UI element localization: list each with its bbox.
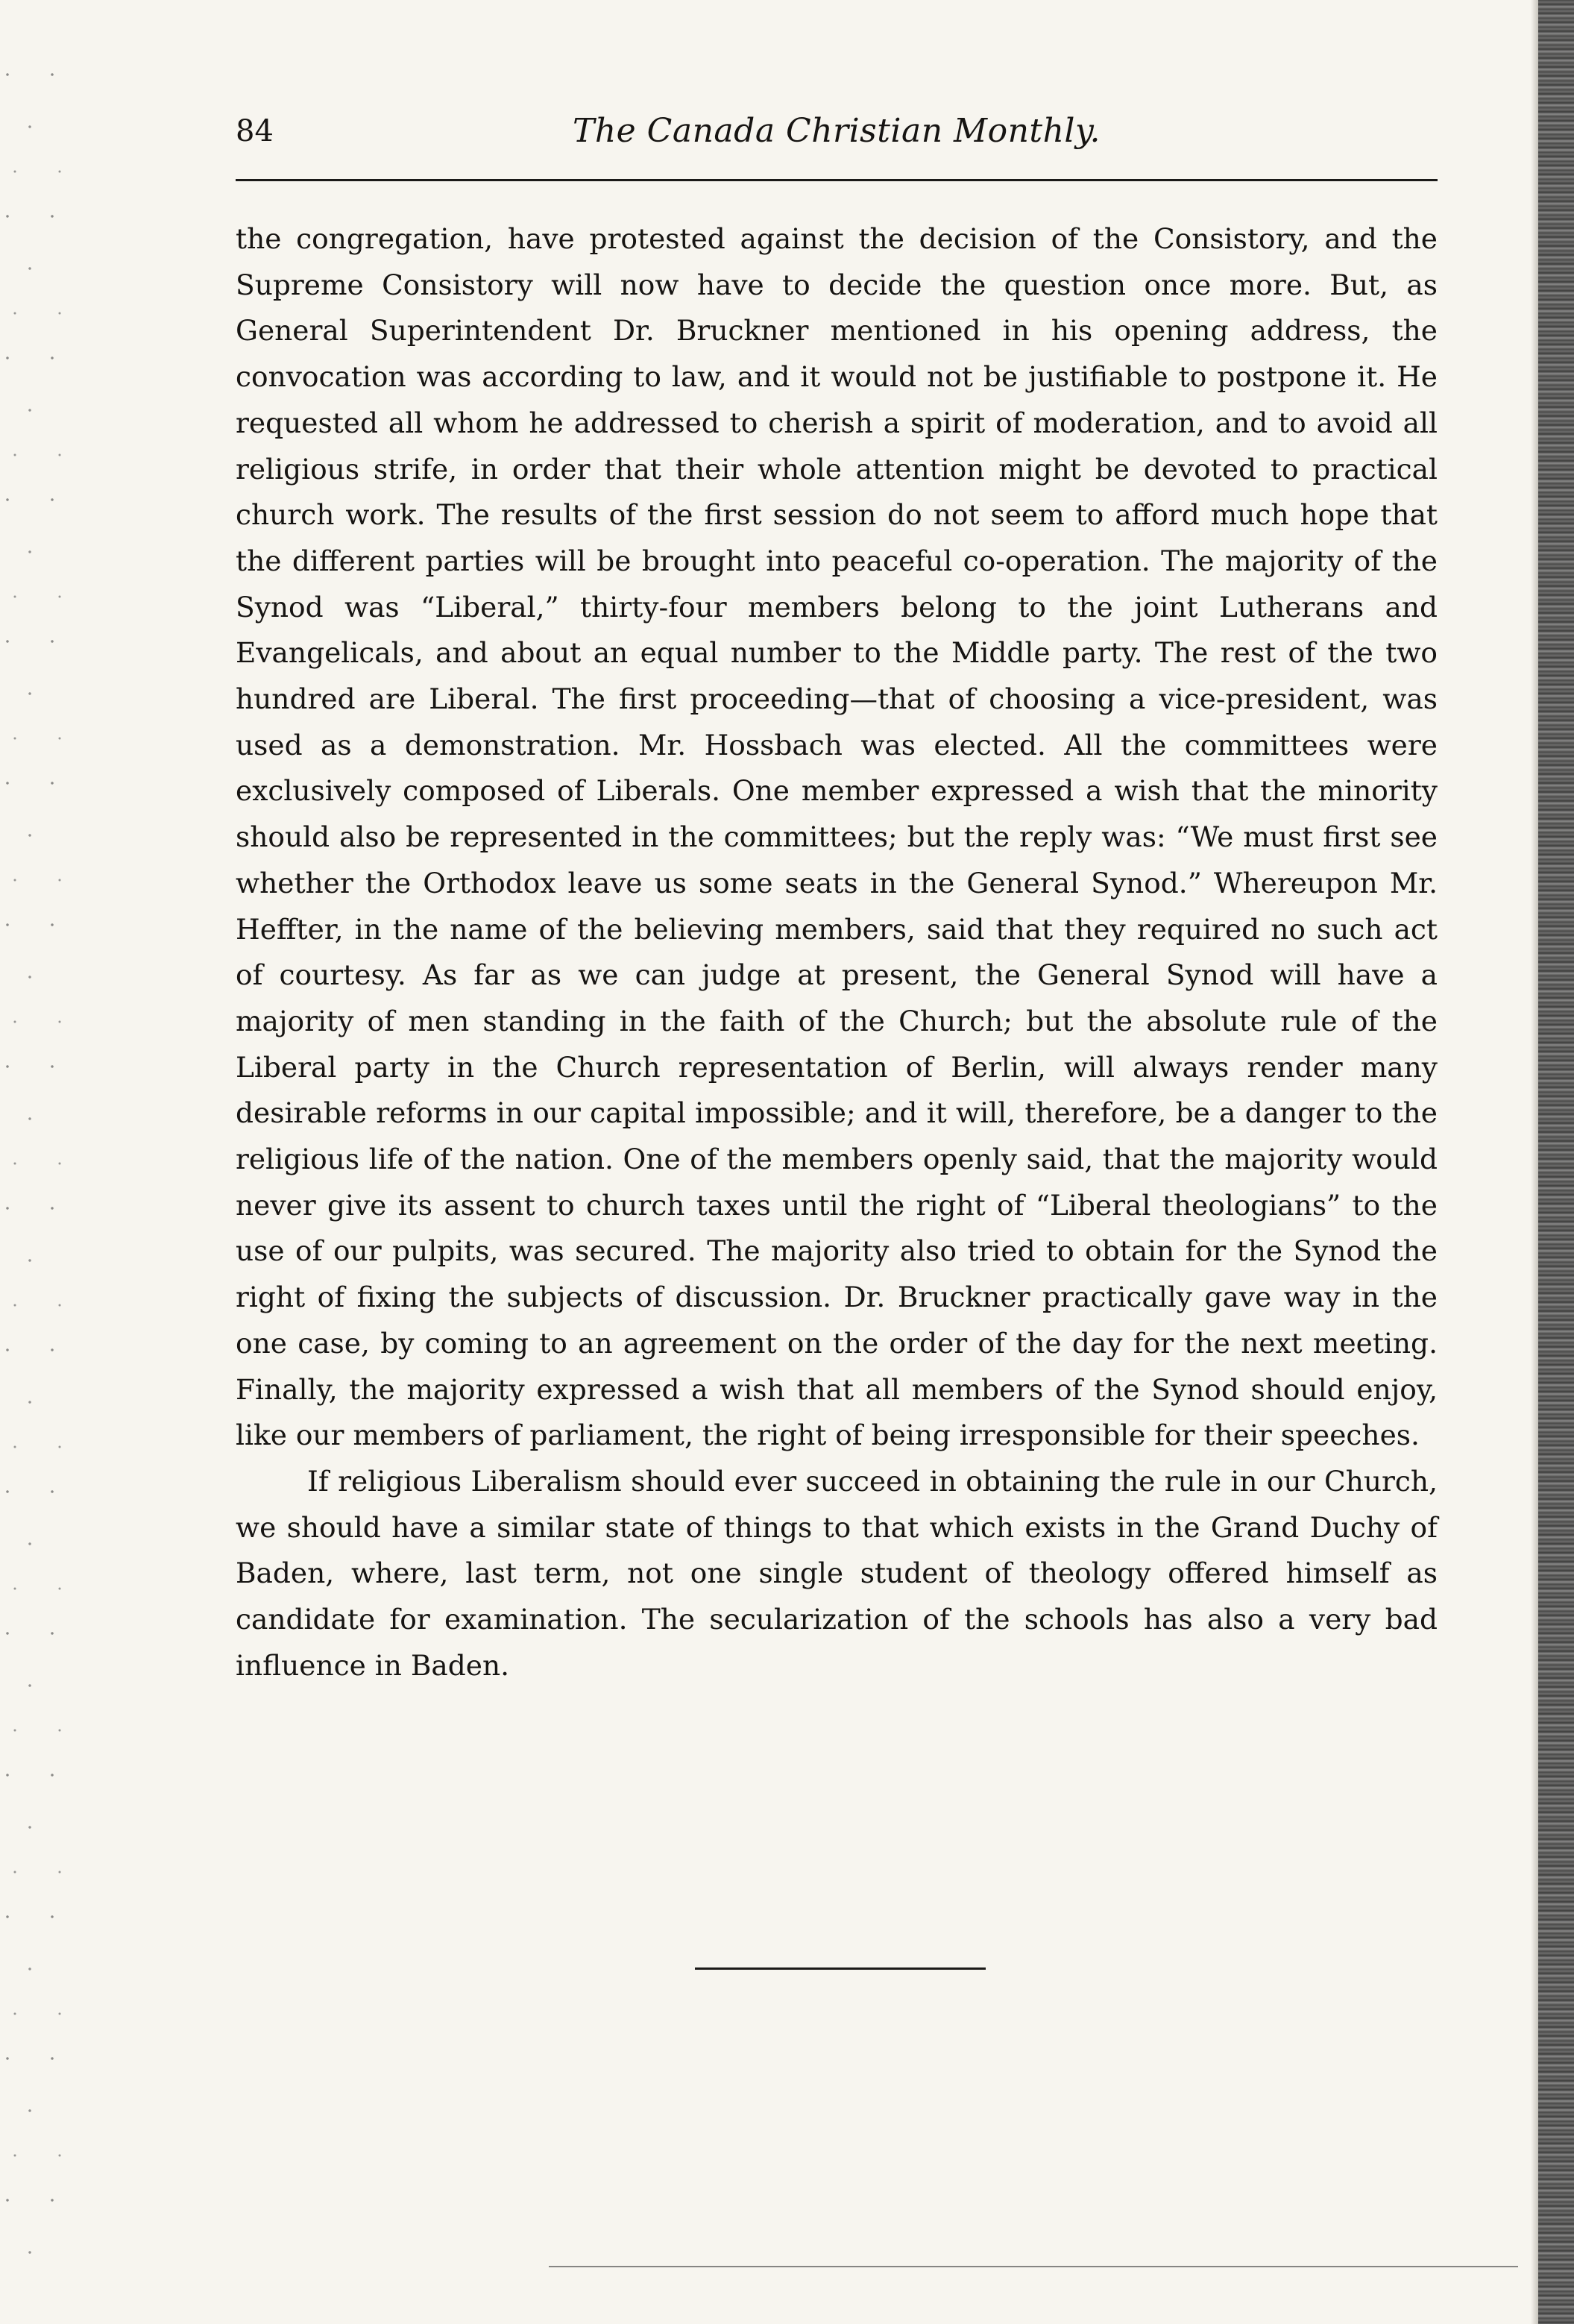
running-head bbox=[236, 109, 1438, 154]
journal-title: The Canada Christian Monthly. bbox=[572, 112, 1101, 150]
article-body bbox=[236, 216, 1438, 1689]
paragraph: If religious Liberalism should ever succeed in obtaining the rule in our Church, we should have a similar state of things to that which exists in the Grand Duchy of Baden, where, last term, not one single student of theology offered himself as candidate for examination. The secularization of the schools has also a very bad influence in Baden. bbox=[236, 1464, 1438, 1682]
page-number: 84 bbox=[236, 114, 274, 148]
paragraph-continued: the congregation, have protested against the decision of the Consistory, and the Supreme Consistory will now have to decide the question once more. But, as General Superintendent Dr. Bruckner mentioned in his opening address, the convocation was according to law, and it would not be justifiable to postpone it. He requested all whom he addressed to cherish a spirit of moderation, and to avoid all religious strife, in order that their whole attention might be devoted to practical church work. The results of the first session do not seem to afford much hope that the different parties will be brought into peaceful co-operation. The majority of the Synod was “Liberal,” thirty-four members belong to the joint Lutherans and Evangelicals, and about an equal number to the Middle party. The rest of the two hundred are Liberal. The first proceeding—that of choosing a vice-president, was used as a demonstration. Mr. Hossbach was elected. All the committees were exclusively composed of Liberals. One member expressed a wish that the minority should also be represented in the committees; but the reply was: “We must first see whether the Orthodox leave us some seats in the General Synod.” Whereupon Mr. Heffter, in the name of the believing members, said that they required no such act of courtesy. As far as we can judge at present, the General Synod will have a majority of men standing in the faith of the Church; but the absolute rule of the Liberal party in the Church representation of Berlin, will always render many desirable reforms in our capital impossible; and it will, therefore, be a danger to the religious life of the nation. One of the members openly said, that the majority would never give its assent to church taxes until the right of “Liberal theologians” to the use of our pulpits, was secured. The majority also tried to obtain for the Synod the right of fixing the subjects of discussion. Dr. Bruckner practically gave way in the one case, by coming to an agreement on the order of the day for the next meeting. Finally, the majority expressed a wish that all members of the Synod should enjoy, like our members of parliament, the right of being irresponsible for their speeches. bbox=[236, 222, 1438, 1452]
scanned-binding-edge bbox=[1538, 0, 1574, 2324]
header-rule bbox=[236, 179, 1438, 181]
page-bottom-rule bbox=[549, 2266, 1518, 2267]
scan-specks bbox=[0, 45, 67, 2282]
section-end-rule bbox=[695, 1967, 986, 1970]
scan-shadow bbox=[1531, 0, 1538, 2324]
